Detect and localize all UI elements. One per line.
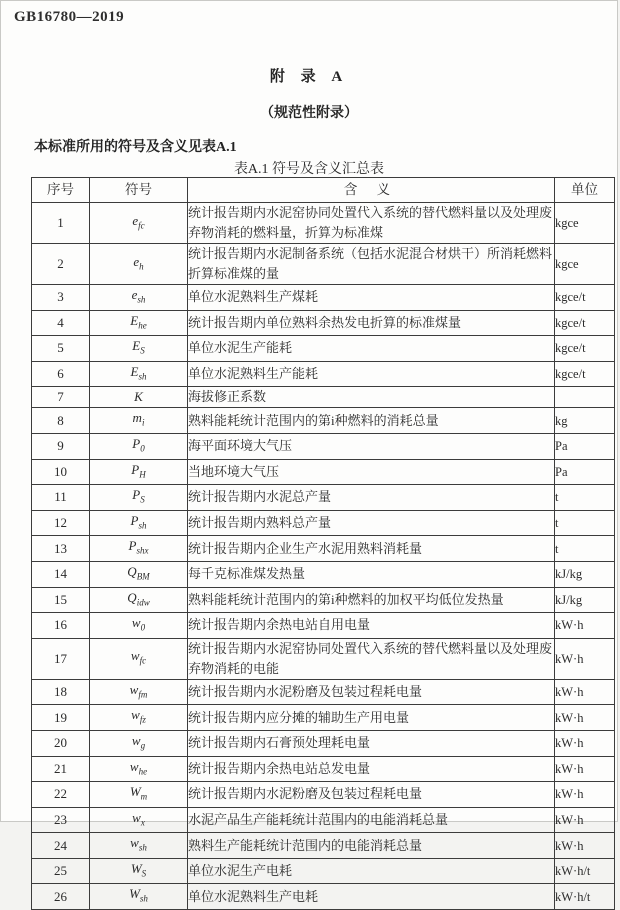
row-index-cell: 1 <box>32 203 90 244</box>
table-row <box>32 705 615 731</box>
symbol-cell: K <box>90 387 188 408</box>
row-index-cell: 11 <box>32 485 90 511</box>
symbol-cell: $Q_{idw}$ <box>90 587 188 613</box>
appendix-title: 附 录 A <box>269 69 349 85</box>
table-row <box>32 244 615 285</box>
symbol-cell: $P_{sh}$ <box>90 510 188 536</box>
meaning-cell: 每千克标准煤发热量 <box>188 561 555 587</box>
row-index-cell: 15 <box>32 587 90 613</box>
meaning-cell: 统计报告期内水泥粉磨及包装过程耗电量 <box>188 679 555 705</box>
symbol-cell: $e_{fc}$ <box>90 203 188 244</box>
table-caption: 表A.1 符号及含义汇总表 <box>233 162 385 177</box>
row-index-cell: 12 <box>32 510 90 536</box>
unit-cell: kgce <box>555 244 615 285</box>
meaning-cell: 统计报告期内熟料总产量 <box>188 510 555 536</box>
meaning-cell: 统计报告期内水泥窑协同处置代入系统的替代燃料量以及处理废弃物消耗的燃料量，折算为标准煤 <box>188 203 555 244</box>
meaning-cell: 熟料生产能耗统计范围内的电能消耗总量 <box>188 833 555 859</box>
header-unit: 单位 <box>555 178 615 203</box>
row-index-cell: 6 <box>32 361 90 387</box>
header-meaning: 含 义 <box>188 178 555 203</box>
table-row <box>32 361 615 387</box>
row-index-cell: 3 <box>32 285 90 311</box>
symbol-cell: $e_h$ <box>90 244 188 285</box>
meaning-cell: 统计报告期内水泥总产量 <box>188 485 555 511</box>
symbol-cell: $e_{sh}$ <box>90 285 188 311</box>
symbol-cell: $E_{he}$ <box>90 310 188 336</box>
row-index-cell: 21 <box>32 756 90 782</box>
table-row <box>32 459 615 485</box>
table-row <box>32 336 615 362</box>
symbol-cell: $W_{sh}$ <box>90 884 188 910</box>
table-row <box>32 638 615 679</box>
row-index-cell: 5 <box>32 336 90 362</box>
unit-cell: kW·h/t <box>555 884 615 910</box>
row-index-cell: 17 <box>32 638 90 679</box>
symbol-cell: $w_g$ <box>90 730 188 756</box>
symbol-cell: $w_{sh}$ <box>90 833 188 859</box>
symbols-table <box>31 177 615 910</box>
appendix-subtitle: （规范性附录） <box>260 106 358 121</box>
table-row <box>32 561 615 587</box>
unit-cell: kgce/t <box>555 310 615 336</box>
table-row <box>32 433 615 459</box>
row-index-cell: 22 <box>32 782 90 808</box>
meaning-cell: 单位水泥生产电耗 <box>188 858 555 884</box>
table-row <box>32 782 615 808</box>
symbol-cell: $w_{fm}$ <box>90 679 188 705</box>
meaning-cell: 海平面环境大气压 <box>188 433 555 459</box>
row-index-cell: 8 <box>32 408 90 434</box>
meaning-cell: 统计报告期内石膏预处理耗电量 <box>188 730 555 756</box>
meaning-cell: 统计报告期内余热电站自用电量 <box>188 613 555 639</box>
unit-cell: kgce/t <box>555 361 615 387</box>
row-index-cell: 10 <box>32 459 90 485</box>
meaning-cell: 水泥产品生产能耗统计范围内的电能消耗总量 <box>188 807 555 833</box>
meaning-cell: 单位水泥熟料生产煤耗 <box>188 285 555 311</box>
meaning-cell: 熟料能耗统计范围内的第i种燃料的消耗总量 <box>188 408 555 434</box>
table-row <box>32 408 615 434</box>
symbols-table-body <box>32 203 615 910</box>
symbol-cell: $w_{he}$ <box>90 756 188 782</box>
unit-cell <box>555 387 615 408</box>
table-row <box>32 858 615 884</box>
table-row <box>32 679 615 705</box>
meaning-cell: 统计报告期内水泥窑协同处置代入系统的替代燃料量以及处理废弃物消耗的电能 <box>188 638 555 679</box>
unit-cell: kW·h <box>555 613 615 639</box>
unit-cell: Pa <box>555 433 615 459</box>
meaning-cell: 当地环境大气压 <box>188 459 555 485</box>
row-index-cell: 26 <box>32 884 90 910</box>
row-index-cell: 25 <box>32 858 90 884</box>
unit-cell: kW·h <box>555 730 615 756</box>
table-row <box>32 485 615 511</box>
meaning-cell: 单位水泥熟料生产能耗 <box>188 361 555 387</box>
header-index: 序号 <box>32 178 90 203</box>
meaning-cell: 统计报告期内单位熟料余热发电折算的标准煤量 <box>188 310 555 336</box>
table-row <box>32 613 615 639</box>
table-row <box>32 587 615 613</box>
row-index-cell: 9 <box>32 433 90 459</box>
symbol-cell: $w_0$ <box>90 613 188 639</box>
meaning-cell: 单位水泥熟料生产电耗 <box>188 884 555 910</box>
row-index-cell: 18 <box>32 679 90 705</box>
table-row <box>32 285 615 311</box>
symbol-cell: $W_m$ <box>90 782 188 808</box>
meaning-cell: 单位水泥生产能耗 <box>188 336 555 362</box>
symbol-cell: $Q_{BM}$ <box>90 561 188 587</box>
meaning-cell: 熟料能耗统计范围内的第i种燃料的加权平均低位发热量 <box>188 587 555 613</box>
symbol-cell: $E_S$ <box>90 336 188 362</box>
header-symbol: 符号 <box>90 178 188 203</box>
symbol-cell: $W_S$ <box>90 858 188 884</box>
symbol-cell: $P_{shx}$ <box>90 536 188 562</box>
symbol-cell: $m_i$ <box>90 408 188 434</box>
unit-cell: Pa <box>555 459 615 485</box>
meaning-cell: 统计报告期内余热电站总发电量 <box>188 756 555 782</box>
unit-cell: t <box>555 485 615 511</box>
row-index-cell: 16 <box>32 613 90 639</box>
row-index-cell: 20 <box>32 730 90 756</box>
unit-cell: t <box>555 536 615 562</box>
unit-cell: kW·h/t <box>555 858 615 884</box>
row-index-cell: 4 <box>32 310 90 336</box>
unit-cell: kW·h <box>555 807 615 833</box>
unit-cell: t <box>555 510 615 536</box>
intro-text: 本标准所用的符号及含义见表A.1 <box>34 140 237 155</box>
table-row <box>32 203 615 244</box>
doc-number: GB16780—2019 <box>14 9 125 25</box>
unit-cell: kW·h <box>555 705 615 731</box>
row-index-cell: 19 <box>32 705 90 731</box>
unit-cell: kJ/kg <box>555 587 615 613</box>
unit-cell: kW·h <box>555 756 615 782</box>
symbol-cell: $w_{fz}$ <box>90 705 188 731</box>
table-row <box>32 310 615 336</box>
table-row <box>32 833 615 859</box>
table-row <box>32 536 615 562</box>
table-row <box>32 807 615 833</box>
unit-cell: kW·h <box>555 833 615 859</box>
unit-cell: kg <box>555 408 615 434</box>
unit-cell: kJ/kg <box>555 561 615 587</box>
row-index-cell: 7 <box>32 387 90 408</box>
meaning-cell: 统计报告期内水泥制备系统（包括水泥混合材烘干）所消耗燃料折算标准煤的量 <box>188 244 555 285</box>
symbol-cell: $P_H$ <box>90 459 188 485</box>
table-row <box>32 756 615 782</box>
table-row <box>32 510 615 536</box>
symbol-cell: $w_{fc}$ <box>90 638 188 679</box>
row-index-cell: 24 <box>32 833 90 859</box>
symbol-cell: $E_{sh}$ <box>90 361 188 387</box>
table-row <box>32 730 615 756</box>
unit-cell: kW·h <box>555 638 615 679</box>
table-row <box>32 387 615 408</box>
unit-cell: kgce/t <box>555 336 615 362</box>
unit-cell: kgce <box>555 203 615 244</box>
table-header-row <box>32 178 615 203</box>
row-index-cell: 2 <box>32 244 90 285</box>
meaning-cell: 统计报告期内水泥粉磨及包装过程耗电量 <box>188 782 555 808</box>
meaning-cell: 海拔修正系数 <box>188 387 555 408</box>
unit-cell: kgce/t <box>555 285 615 311</box>
meaning-cell: 统计报告期内应分摊的辅助生产用电量 <box>188 705 555 731</box>
symbol-cell: $P_S$ <box>90 485 188 511</box>
row-index-cell: 13 <box>32 536 90 562</box>
row-index-cell: 23 <box>32 807 90 833</box>
unit-cell: kW·h <box>555 782 615 808</box>
symbol-cell: $P_0$ <box>90 433 188 459</box>
unit-cell: kW·h <box>555 679 615 705</box>
table-row <box>32 884 615 910</box>
meaning-cell: 统计报告期内企业生产水泥用熟料消耗量 <box>188 536 555 562</box>
symbol-cell: $w_x$ <box>90 807 188 833</box>
row-index-cell: 14 <box>32 561 90 587</box>
